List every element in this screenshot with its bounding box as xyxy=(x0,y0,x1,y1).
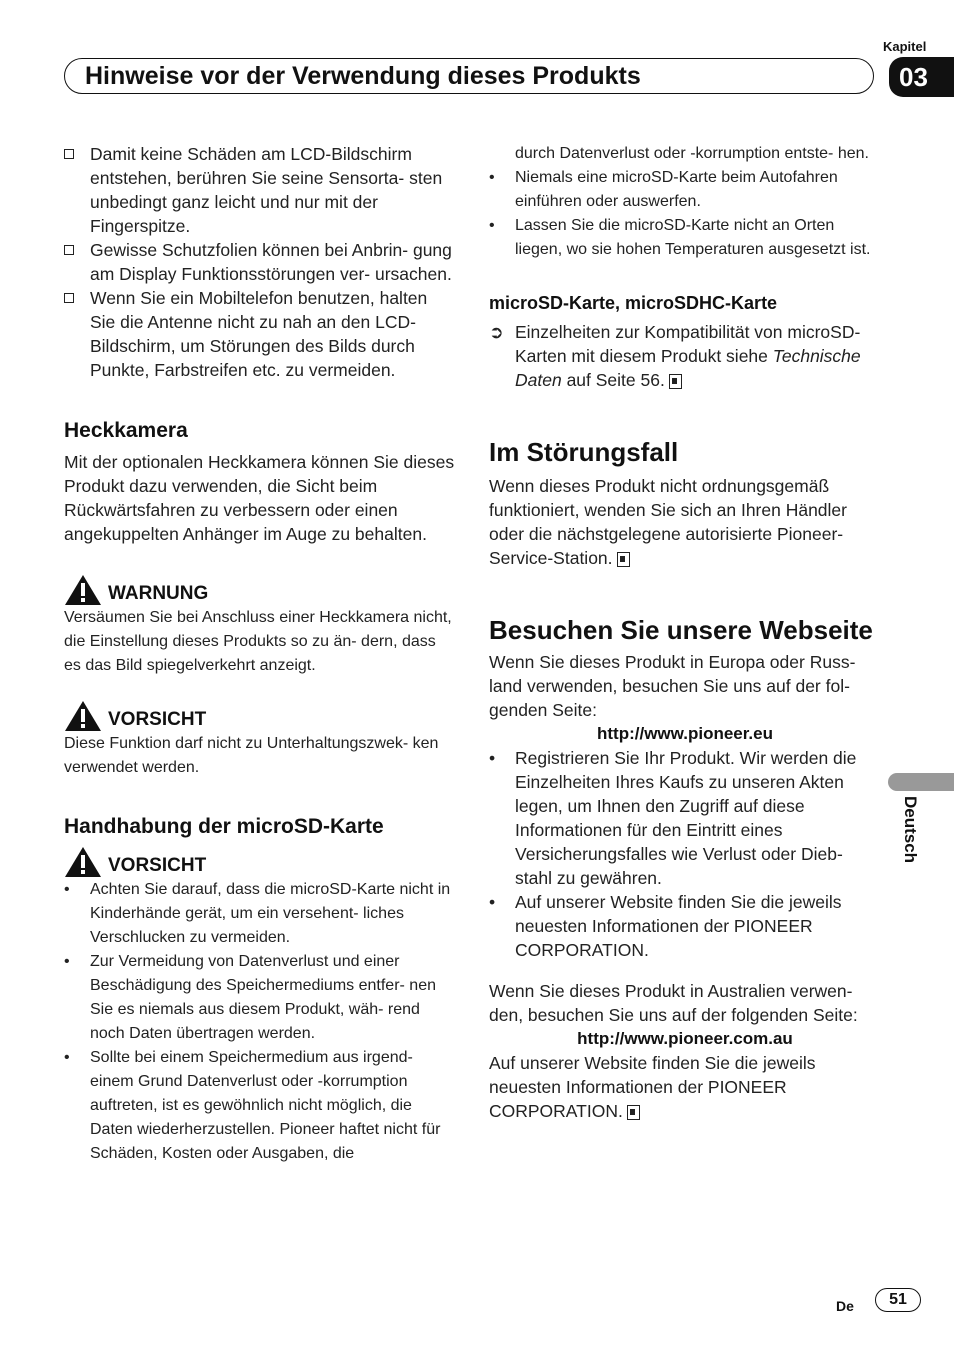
warning-label: WARNUNG xyxy=(108,583,209,604)
list-item-text: Damit keine Schäden am LCD-Bildschirm entstehen, berühren Sie seine Sensorta- sten unbedingt ganz leicht und nur mit der Fingerspitze. xyxy=(90,144,443,236)
list-item-text: Achten Sie darauf, dass die microSD-Karte nicht in Kinderhände gerät, um ein versehent- liches Verschlucken zu vermeiden. xyxy=(90,881,451,946)
section-heading-sdhc: microSD-Karte, microSDHC-Karte xyxy=(489,293,778,313)
checkbox-bullet-icon xyxy=(64,149,74,159)
bullet-icon: • xyxy=(64,953,70,970)
caution-icon xyxy=(64,700,102,732)
warning-text: Versäumen Sie bei Anschluss einer Heckkamera nicht, die Einstellung dieses Produkts so zu än- dern, dass es das Bild spiegelverkehrt anzeigt. xyxy=(64,609,452,674)
arrow-icon: ➲ xyxy=(489,322,504,342)
heckkamera-text: Mit der optionalen Heckkamera können Sie dieses Produkt dazu verwenden, die Sicht beim Rückwärtsfahren zu verbessern oder einen angekuppelten Anhänger im Auge zu behalten. xyxy=(64,452,455,544)
list-item xyxy=(489,890,881,962)
closing-body: Auf unserer Website finden Sie die jeweils neuesten Informationen der PIONEER CORPORATION. xyxy=(489,1053,816,1121)
sdhc-text-after: auf Seite 56. xyxy=(561,370,665,390)
bullet-icon: • xyxy=(489,892,496,912)
sdhc-reference: Technische Daten xyxy=(515,346,861,390)
list-item xyxy=(64,1046,456,1166)
continued-text: durch Datenverlust oder -korrumption entste- hen. xyxy=(515,145,869,162)
caution-heading xyxy=(64,846,456,878)
section-heading-webseite: Besuchen Sie unsere Webseite xyxy=(489,615,873,645)
list-item xyxy=(489,746,881,890)
closing-text xyxy=(489,1051,881,1123)
sdhc-text: Einzelheiten zur Kompatibilität von microSD-Karten mit diesem Produkt siehe xyxy=(515,322,861,366)
list-item xyxy=(489,320,881,392)
caution-label: VORSICHT xyxy=(108,855,207,876)
bullet-icon: • xyxy=(64,1049,70,1066)
end-mark-icon xyxy=(669,374,682,389)
section-heading-microsd: Handhabung der microSD-Karte xyxy=(64,815,384,838)
caution-icon xyxy=(64,846,102,878)
list-item-text: Registrieren Sie Ihr Produkt. Wir werden die Einzelheiten Ihres Kaufs zu unseren Akten legen, um Ihnen den Zugriff auf diese Informationen für den Eintritt eines Versicherungsfalles wie Verlust oder Dieb- stahl zu gewähren. xyxy=(515,748,857,888)
list-item-text: Sollte bei einem Speichermedium aus irgend- einem Grund Datenverlust oder -korrumption auftreten, ist es gewöhnlich nicht möglich, die Daten wiederherzustellen. Pioneer haftet nicht für Schäden, Kosten oder Ausgaben, die xyxy=(90,1049,441,1162)
bullet-icon: • xyxy=(489,748,496,768)
list-item-text: Niemals eine microSD-Karte beim Autofahren einführen oder auswerfen. xyxy=(515,169,838,210)
list-item xyxy=(64,238,456,286)
list-item-text: Auf unserer Website finden Sie die jeweils neuesten Informationen der PIONEER CORPORATION. xyxy=(515,892,842,960)
webseite-intro: Wenn Sie dieses Produkt in Europa oder Russ- land verwenden, besuchen Sie uns auf der fol- genden Seite: xyxy=(489,652,856,720)
right-column xyxy=(489,142,881,1123)
list-item xyxy=(489,166,881,214)
list-item xyxy=(489,214,881,262)
end-mark-icon xyxy=(627,1105,640,1120)
chapter-number-badge: 03 xyxy=(889,57,954,97)
checkbox-bullet-icon xyxy=(64,245,74,255)
page-number: 51 xyxy=(875,1288,921,1312)
chapter-label: Kapitel xyxy=(883,39,927,54)
caution-heading xyxy=(64,700,456,732)
list-item xyxy=(64,142,456,238)
list-item-text: Wenn Sie ein Mobiltelefon benutzen, halten Sie die Antenne nicht zu nah an den LCD- Bildschirm, um Störungen des Bilds durch Punkte, Farbstreifen etc. zu vermeiden. xyxy=(90,288,428,380)
caution-text: Diese Funktion darf nicht zu Unterhaltungszwek- ken verwendet werden. xyxy=(64,735,439,776)
warning-icon xyxy=(64,574,102,606)
left-column xyxy=(64,142,456,1166)
stoerung-body: Wenn dieses Produkt nicht ordnungsgemäß funktioniert, wenden Sie sich an Ihren Händler oder die nächstgelegene autorisierte Pioneer- Service-Station. xyxy=(489,476,847,568)
url-au-link[interactable]: http://www.pioneer.com.au xyxy=(577,1029,793,1048)
list-item-text: Gewisse Schutzfolien können bei Anbrin- gung am Display Funktionsstörungen ver- ursachen. xyxy=(90,240,452,284)
end-mark-icon xyxy=(617,552,630,567)
caution-label: VORSICHT xyxy=(108,709,207,730)
section-heading-heckkamera: Heckkamera xyxy=(64,419,188,442)
bullet-icon: • xyxy=(489,169,495,186)
language-label: Deutsch xyxy=(901,796,920,864)
bullet-icon: • xyxy=(489,217,495,234)
australia-text: Wenn Sie dieses Produkt in Australien verwen- den, besuchen Sie uns auf der folgenden Seite: xyxy=(489,981,858,1025)
list-item-text: Lassen Sie die microSD-Karte nicht an Orten liegen, wo sie hohen Temperaturen ausgesetzt ist. xyxy=(515,217,871,258)
stoerung-text xyxy=(489,474,881,570)
section-heading-stoerung: Im Störungsfall xyxy=(489,437,679,467)
url-eu-link[interactable]: http://www.pioneer.eu xyxy=(597,724,773,743)
bullet-icon: • xyxy=(64,881,70,898)
list-item xyxy=(64,286,456,382)
warning-heading xyxy=(64,574,456,606)
list-item xyxy=(64,950,456,1046)
footer-language-code: De xyxy=(836,1298,854,1314)
language-tab xyxy=(888,773,954,791)
list-item xyxy=(64,878,456,950)
list-item-text: Zur Vermeidung von Datenverlust und einer Beschädigung des Speichermediums entfer- nen Sie es niemals aus diesem Produkt, wäh- rend noch Daten übertragen werden. xyxy=(90,953,436,1042)
page-title: Hinweise vor der Verwendung dieses Produkts xyxy=(85,62,641,90)
checkbox-bullet-icon xyxy=(64,293,74,303)
